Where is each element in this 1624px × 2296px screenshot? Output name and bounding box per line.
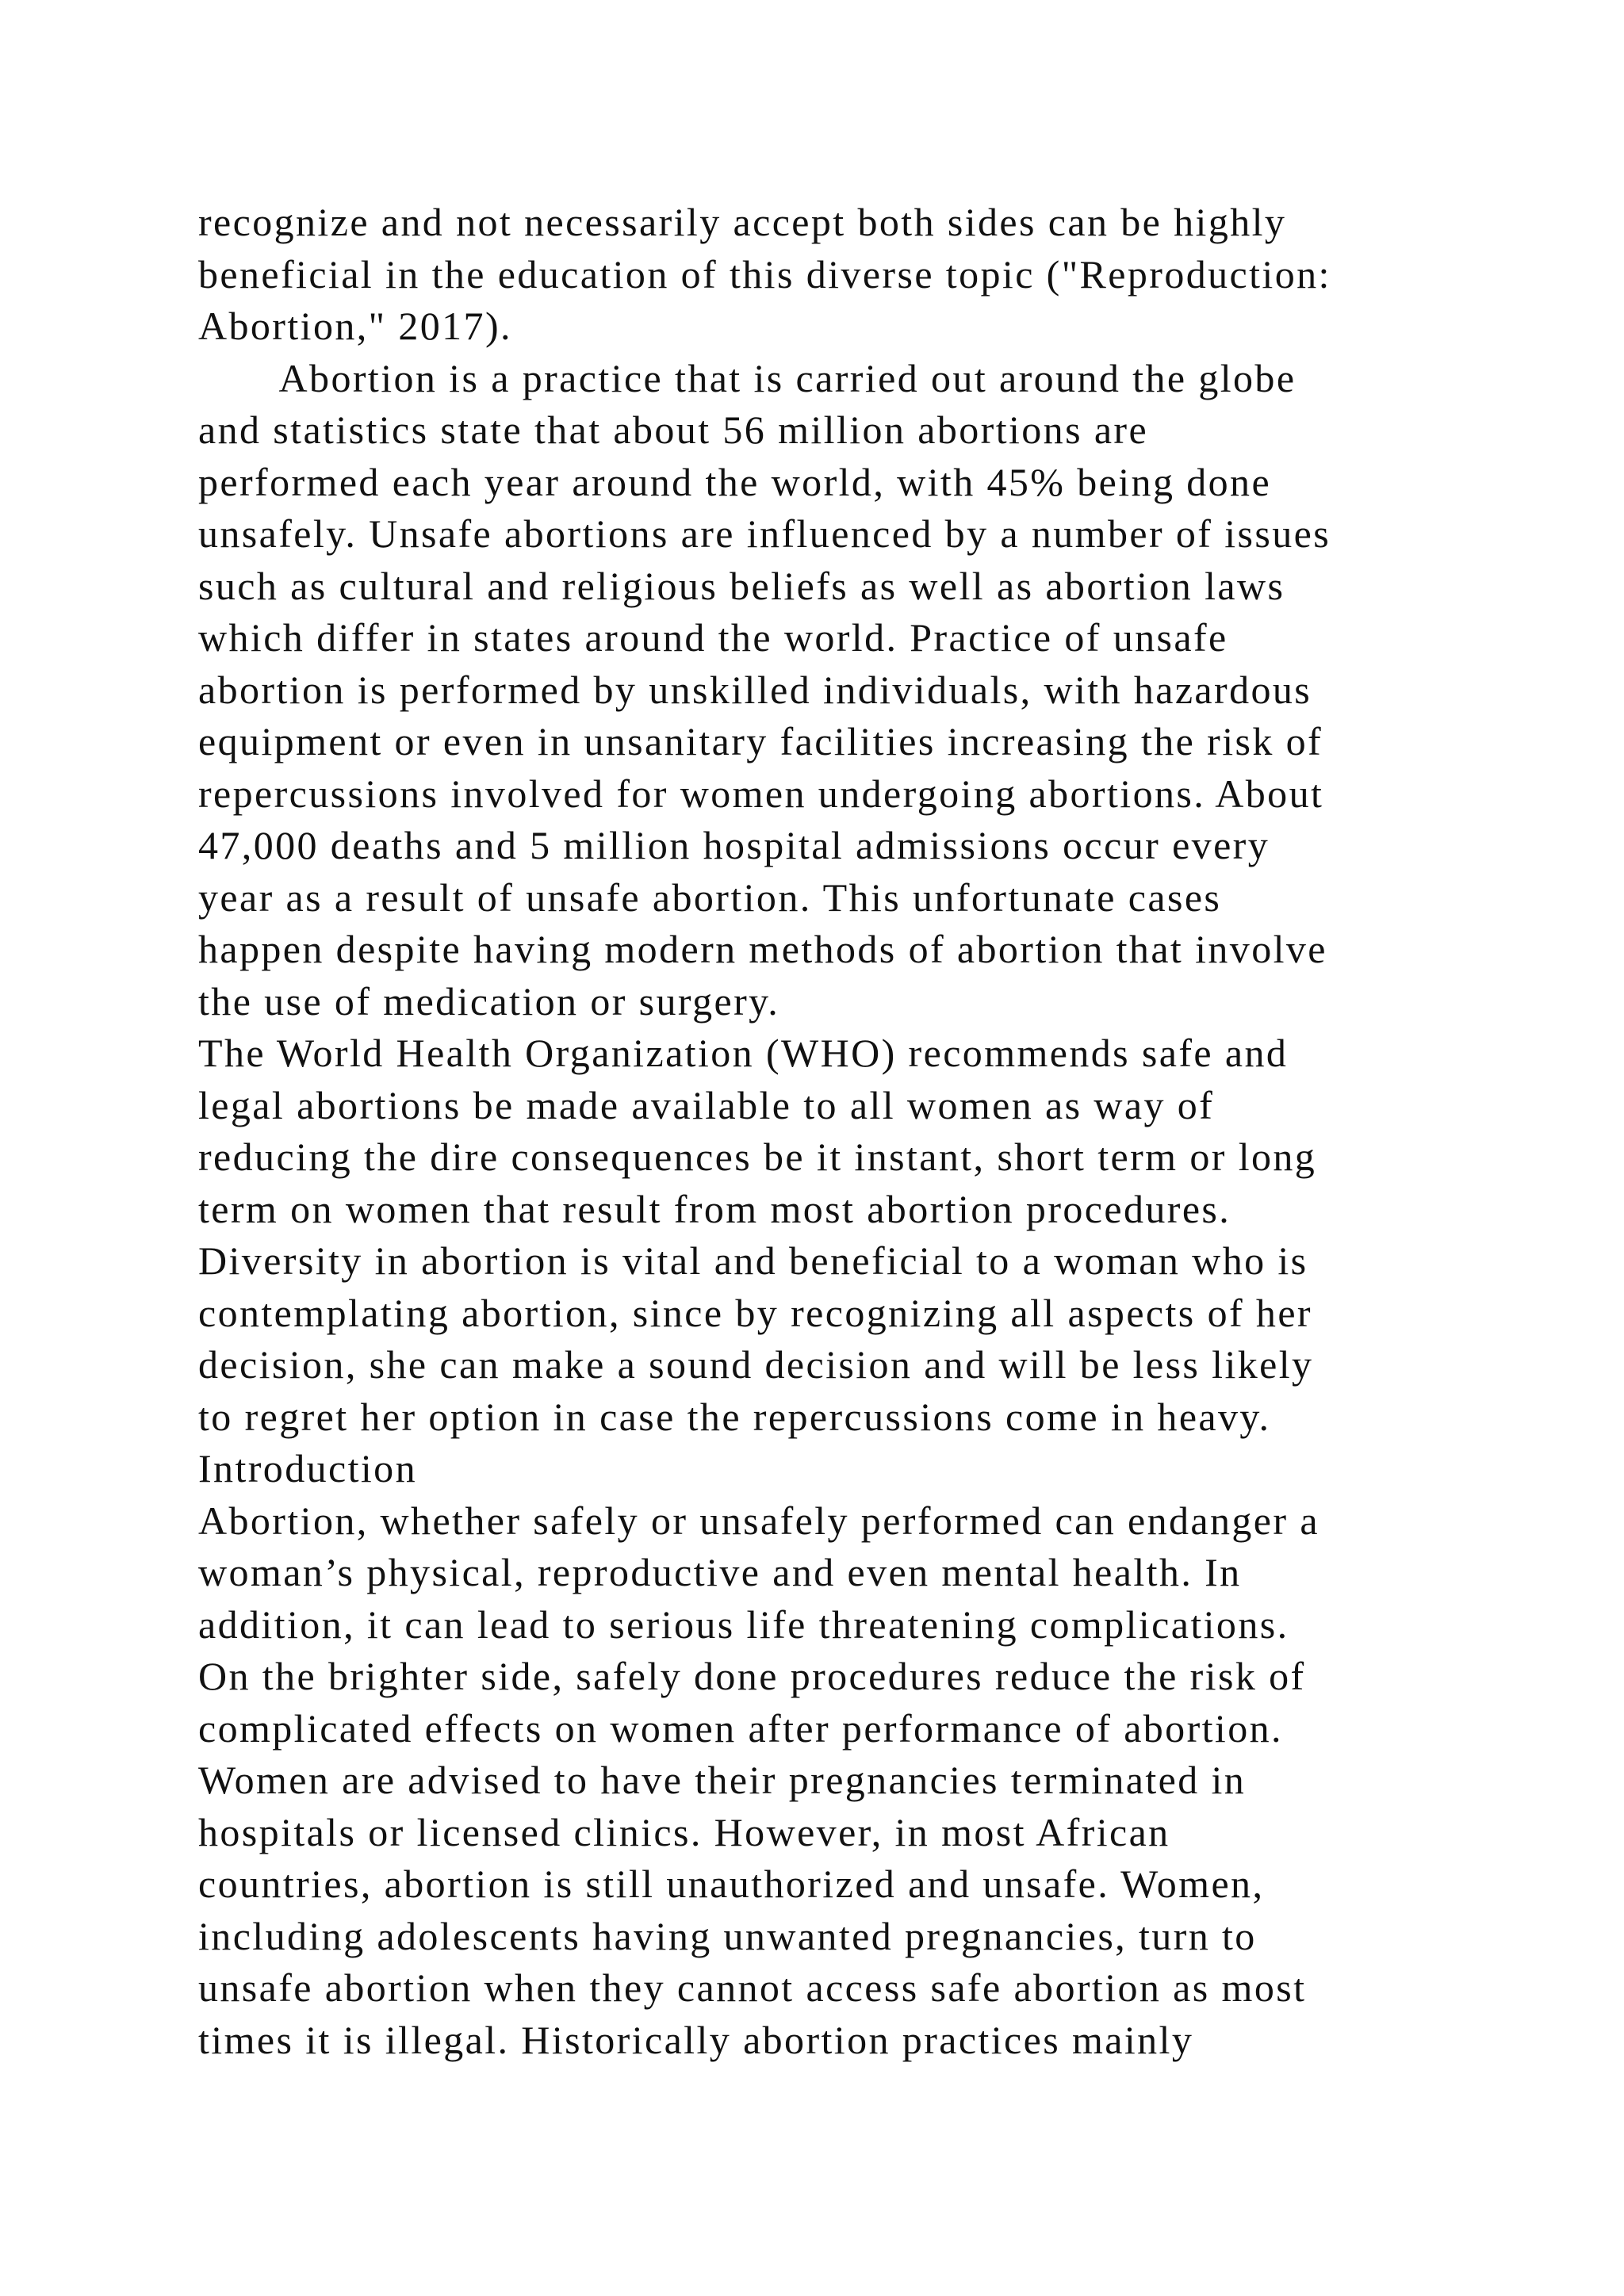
text-line: addition, it can lead to serious life threatening complications. [198, 1601, 1289, 1647]
text-line: woman’s physical, reproductive and even mental health. In [198, 1550, 1242, 1594]
text-line: term on women that result from most abortion procedures. [198, 1186, 1231, 1231]
text-line: abortion is performed by unskilled individuals, with hazardous [198, 667, 1312, 712]
text-line: Abortion, whether safely or unsafely performed can endanger a [198, 1498, 1320, 1543]
text-line: decision, she can make a sound decision and will be less likely [198, 1342, 1314, 1387]
text-line: including adolescents having unwanted pregnancies, turn to [198, 1913, 1257, 1958]
text-line: such as cultural and religious beliefs as well as abortion laws [198, 563, 1285, 608]
text-line: recognize and not necessarily accept both sides can be highly [198, 200, 1287, 244]
section-heading: Introduction [198, 1446, 417, 1490]
document-body-text [198, 197, 1483, 2066]
text-line: the use of medication or surgery. [198, 978, 780, 1024]
text-line: beneficial in the education of this diverse topic ("Reproduction: [198, 251, 1331, 297]
text-line: repercussions involved for women undergoing abortions. About [198, 771, 1324, 816]
text-line: The World Health Organization (WHO) recommends safe and [198, 1031, 1289, 1075]
text-line: On the brighter side, safely done procedures reduce the risk of [198, 1654, 1306, 1698]
text-line: 47,000 deaths and 5 million hospital admissions occur every [198, 823, 1270, 867]
text-line: which differ in states around the world. Practice of unsafe [198, 615, 1228, 660]
text-line: countries, abortion is still unauthorized and unsafe. Women, [198, 1862, 1265, 1906]
text-line: hospitals or licensed clinics. However, in most African [198, 1809, 1170, 1854]
text-line: unsafe abortion when they cannot access safe abortion as most [198, 1965, 1307, 2010]
text-line: Abortion is a practice that is carried out around the globe [198, 355, 1297, 400]
text-line: and statistics state that about 56 million abortions are [198, 408, 1149, 452]
text-line: happen despite having modern methods of abortion that involve [198, 927, 1327, 971]
text-line: year as a result of unsafe abortion. This unfortunate cases [198, 874, 1222, 920]
text-line: to regret her option in case the repercussions come in heavy. [198, 1394, 1271, 1439]
text-line: Abortion," 2017). [198, 304, 512, 348]
text-line: Diversity in abortion is vital and beneficial to a woman who is [198, 1238, 1308, 1283]
text-line: reducing the dire consequences be it instant, short term or long [198, 1135, 1317, 1179]
text-line: legal abortions be made available to all women as way of [198, 1082, 1215, 1127]
text-line: complicated effects on women after performance of abortion. [198, 1705, 1283, 1751]
text-line: equipment or even in unsanitary facilities increasing the risk of [198, 719, 1323, 763]
text-line: performed each year around the world, with 45% being done [198, 459, 1272, 504]
text-line: contemplating abortion, since by recognizing all aspects of her [198, 1290, 1312, 1335]
text-line: Women are advised to have their pregnancies terminated in [198, 1758, 1247, 1802]
text-line: unsafely. Unsafe abortions are influenced by a number of issues [198, 511, 1331, 556]
text-line: times it is illegal. Historically abortion practices mainly [198, 2017, 1194, 2062]
